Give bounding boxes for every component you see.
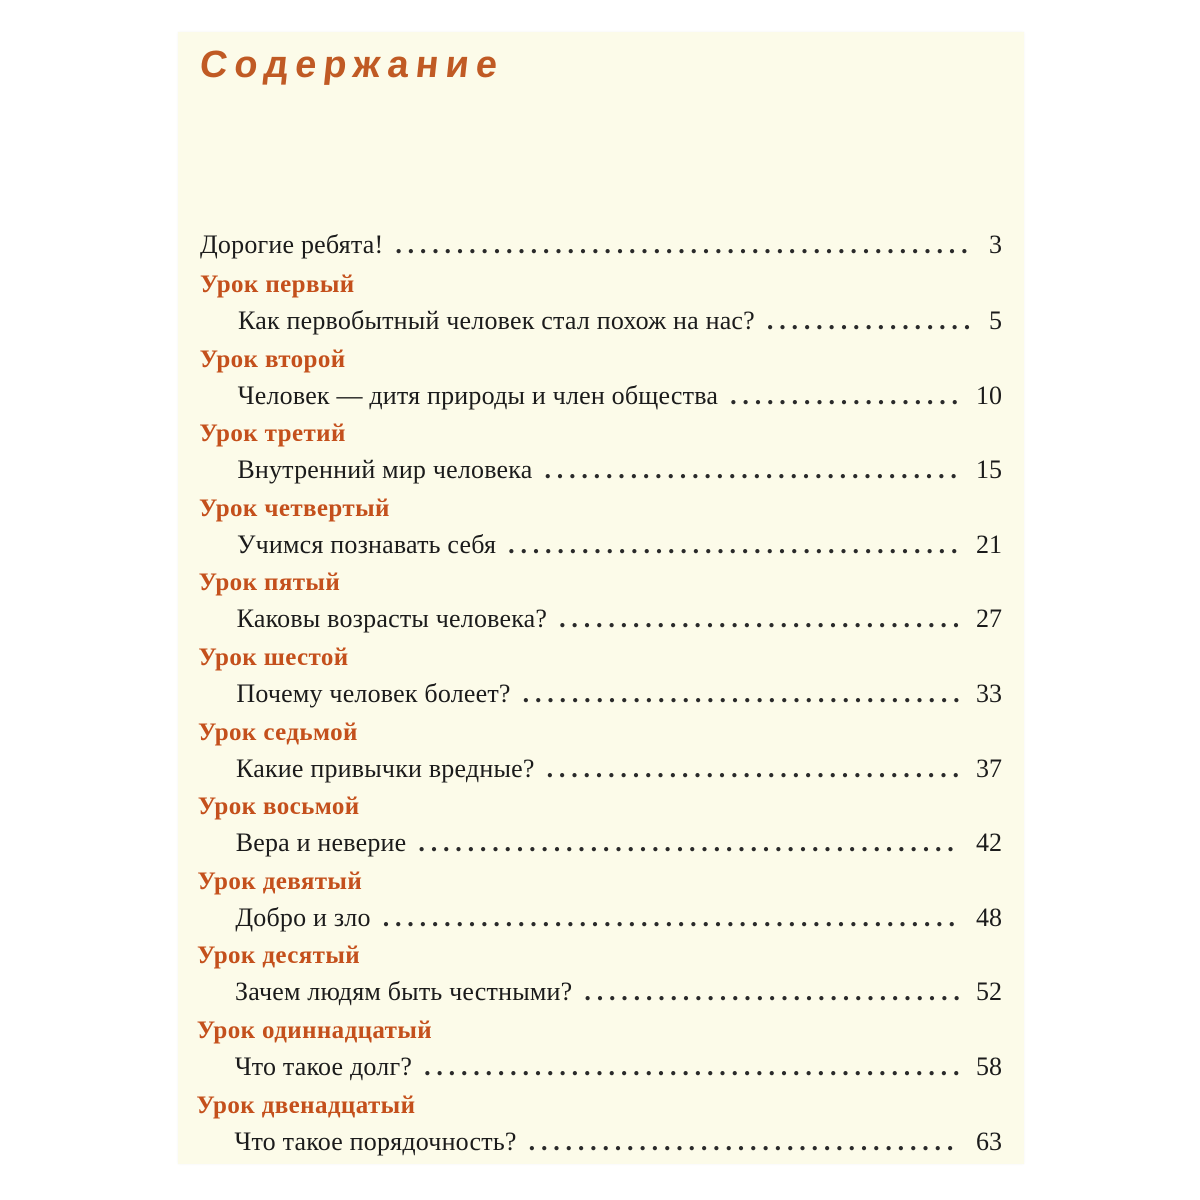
toc-entry[interactable] <box>0 675 1200 713</box>
lesson-heading: Урок третий <box>199 420 346 448</box>
page-number: 3 <box>989 230 1002 259</box>
toc-entry-text: Вера и неверие <box>235 828 407 858</box>
lesson-heading: Урок четвертый <box>199 494 390 522</box>
toc-entry[interactable] <box>0 451 1200 489</box>
page-number: 10 <box>976 380 1002 410</box>
lesson-heading: Урок десятый <box>197 942 361 970</box>
dot-leader <box>547 750 960 788</box>
lesson-heading: Урок одиннадцатый <box>196 1017 433 1044</box>
dot-leader <box>767 302 973 340</box>
dot-leader <box>395 226 973 264</box>
toc-entry[interactable] <box>0 824 1200 862</box>
dot-leader <box>544 451 960 489</box>
dot-leader <box>418 824 960 862</box>
toc-entry-text: Человек — дитя природы и член общества <box>237 380 719 410</box>
lesson-heading: Урок девятый <box>197 867 363 895</box>
toc-entry-text: Что такое порядочность? <box>234 1126 517 1156</box>
dot-leader <box>529 1123 960 1161</box>
page-number: 21 <box>976 529 1002 559</box>
toc-entry[interactable] <box>0 377 1200 415</box>
toc-entry[interactable] <box>0 973 1200 1011</box>
lesson-heading: Урок шестой <box>198 644 349 671</box>
page-number: 27 <box>976 604 1002 634</box>
page-number: 5 <box>989 306 1002 335</box>
toc-entry-text: Внутренний мир человека <box>237 455 533 485</box>
toc-entry-text: Добро и зло <box>235 902 371 932</box>
page-number: 33 <box>976 679 1002 708</box>
toc-entry-text: Почему человек болеет? <box>236 679 511 708</box>
dot-leader <box>559 600 960 638</box>
page-number: 48 <box>976 902 1002 932</box>
toc-entry[interactable] <box>0 750 1200 788</box>
lesson-heading: Урок первый <box>200 271 355 298</box>
toc-entry[interactable] <box>0 302 1200 340</box>
toc-entry-text: Какие привычки вредные? <box>236 753 535 783</box>
page-number: 58 <box>976 1052 1002 1081</box>
toc-entry-intro[interactable] <box>0 226 1200 264</box>
dot-leader <box>383 899 960 937</box>
toc-entry-text: Как первобытный человек стал похож на нас? <box>238 306 755 335</box>
toc-entry[interactable] <box>0 526 1200 564</box>
dot-leader <box>523 675 960 713</box>
toc-entry[interactable] <box>0 600 1200 638</box>
dot-leader <box>730 377 960 415</box>
page-number: 37 <box>976 753 1002 783</box>
page-number: 15 <box>976 455 1002 485</box>
toc-entry[interactable] <box>0 899 1200 937</box>
toc-entry-text: Что такое долг? <box>234 1052 413 1081</box>
toc-entry-text: Дорогие ребята! <box>200 230 384 259</box>
page-number: 52 <box>976 977 1002 1007</box>
toc-entry-text: Зачем людям быть честными? <box>235 977 573 1007</box>
toc-entry[interactable] <box>0 1048 1200 1086</box>
dot-leader <box>508 526 960 564</box>
lesson-heading: Урок пятый <box>198 569 341 597</box>
toc-entry-text: Учимся познавать себя <box>237 529 497 559</box>
lesson-heading: Урок второй <box>199 345 346 373</box>
lesson-heading: Урок восьмой <box>197 793 360 821</box>
page-number: 63 <box>976 1126 1002 1156</box>
dot-leader <box>584 973 960 1011</box>
toc-entry[interactable] <box>0 1123 1200 1161</box>
dot-leader <box>424 1048 960 1086</box>
page-number: 42 <box>976 828 1002 858</box>
toc-entry-text: Каковы возрасты человека? <box>236 604 548 634</box>
page-title: Содержание <box>197 44 507 86</box>
lesson-heading: Урок седьмой <box>198 718 358 746</box>
lesson-heading: Урок двенадцатый <box>196 1091 416 1119</box>
